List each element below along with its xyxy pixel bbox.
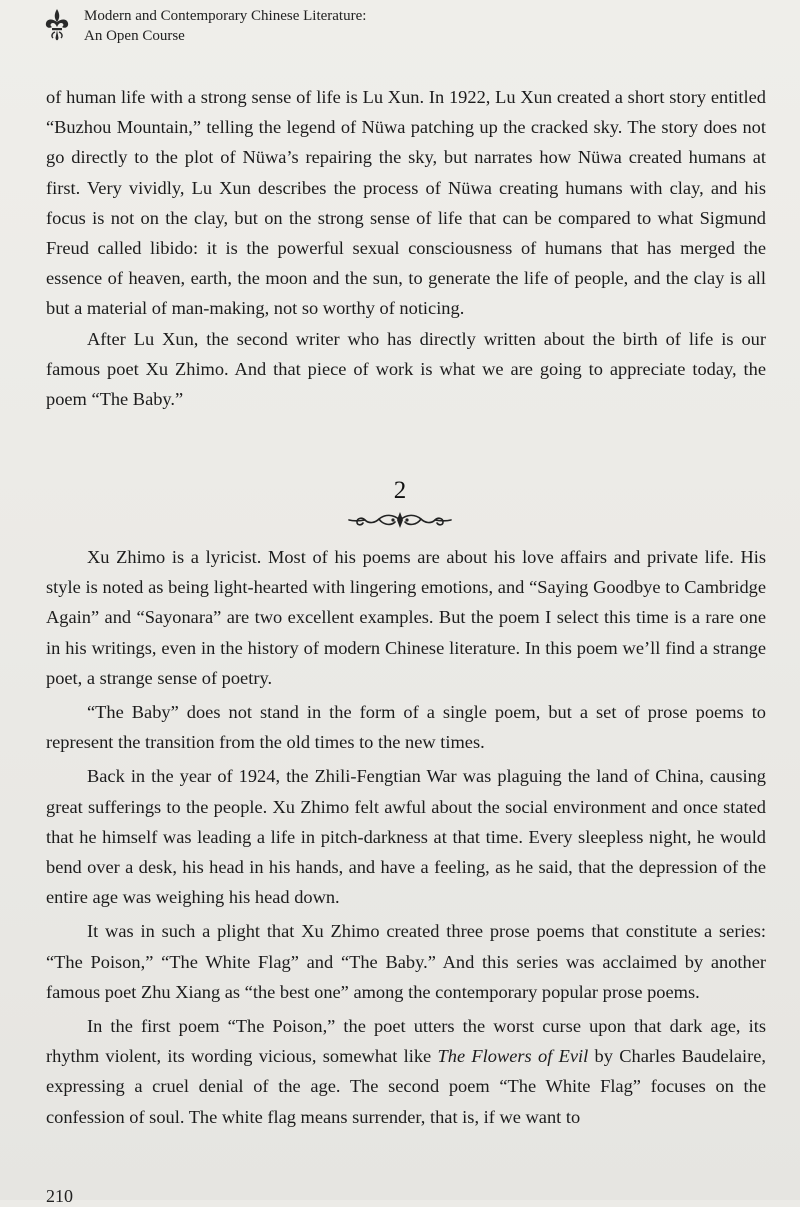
section-divider bbox=[0, 476, 800, 531]
text-run: In the first poem “The Poison,” the poet utters the worst curse upon that dark age, its rhythm violent, its wording vicious, somewhat like bbox=[46, 1016, 766, 1067]
body-paragraph: “The Baby” does not stand in the form of a single poem, but a set of prose poems to represent the transition from the old times to the new times. bbox=[46, 702, 766, 753]
body-paragraph: Xu Zhimo is a lyricist. Most of his poems are about his love affairs and private life. His style is noted as being light-hearted with lingering emotions, and “Saying Goodbye to Cambridge Again” and “Sayonara” are two excellent examples. But the poem I select this time is a rare one in his writings, even in the history of modern Chinese literature. In this poem we’ll find a strange poet, a strange sense of poetry. bbox=[46, 547, 766, 688]
text-run: by Charles Baudelaire, expressing a cruel denial of the age. The second poem “The White Flag” focuses on the confession of soul. The white flag means surrender, that is, if we want to bbox=[46, 1046, 766, 1127]
body-paragraph bbox=[46, 1011, 766, 1132]
section-2-body bbox=[46, 542, 766, 1132]
book-title bbox=[84, 6, 366, 46]
page-number: 210 bbox=[46, 1186, 73, 1206]
body-paragraph: of human life with a strong sense of life is Lu Xun. In 1922, Lu Xun created a short story entitled “Buzhou Mountain,” telling the legend of Nüwa patching up the cracked sky. The story does not go directly to the plot of Nüwa’s repairing the sky, but narrates how Nüwa created humans at first. Very vividly, Lu Xun describes the process of Nüwa creating humans with clay, and his focus is not on the clay, but on the strong sense of life that can be compared to what Sigmund Freud called libido: it is the powerful sexual consciousness of humans that has merged the essence of heaven, earth, the moon and the sun, to generate the life of people, and the clay is all but a material of man-making, not so worthy of noticing. bbox=[46, 87, 766, 319]
body-paragraph: Back in the year of 1924, the Zhili-Fengtian War was plaguing the land of China, causing great sufferings to the people. Xu Zhimo felt awful about the social environment and once stated that he himself was leading a life in pitch-darkness at that time. Every sleepless night, he would bend over a desk, his head in his hands, and have a feeling, as he said, that the depression of the entire age was weighing his head down. bbox=[46, 766, 766, 908]
fleur-de-lis-icon bbox=[44, 8, 70, 42]
scroll-ornament-icon bbox=[345, 509, 455, 531]
section-1-body bbox=[46, 82, 766, 414]
running-header bbox=[44, 6, 366, 46]
book-title-line2: An Open Course bbox=[84, 28, 185, 44]
book-title-italic: The Flowers of Evil bbox=[437, 1046, 589, 1067]
book-title-line1: Modern and Contemporary Chinese Literature: bbox=[84, 8, 367, 24]
body-paragraph: After Lu Xun, the second writer who has directly written about the birth of life is our famous poet Xu Zhimo. And that piece of work is what we are going to appreciate today, the poem “The Baby.” bbox=[46, 328, 766, 410]
section-number: 2 bbox=[393, 477, 407, 504]
body-paragraph: It was in such a plight that Xu Zhimo created three prose poems that constitute a series: “The Poison,” “The White Flag” and “The Baby.” And this series was acclaimed by another famous poet Zhu Xiang as “the best one” among the contemporary popular prose poems. bbox=[46, 921, 766, 1002]
